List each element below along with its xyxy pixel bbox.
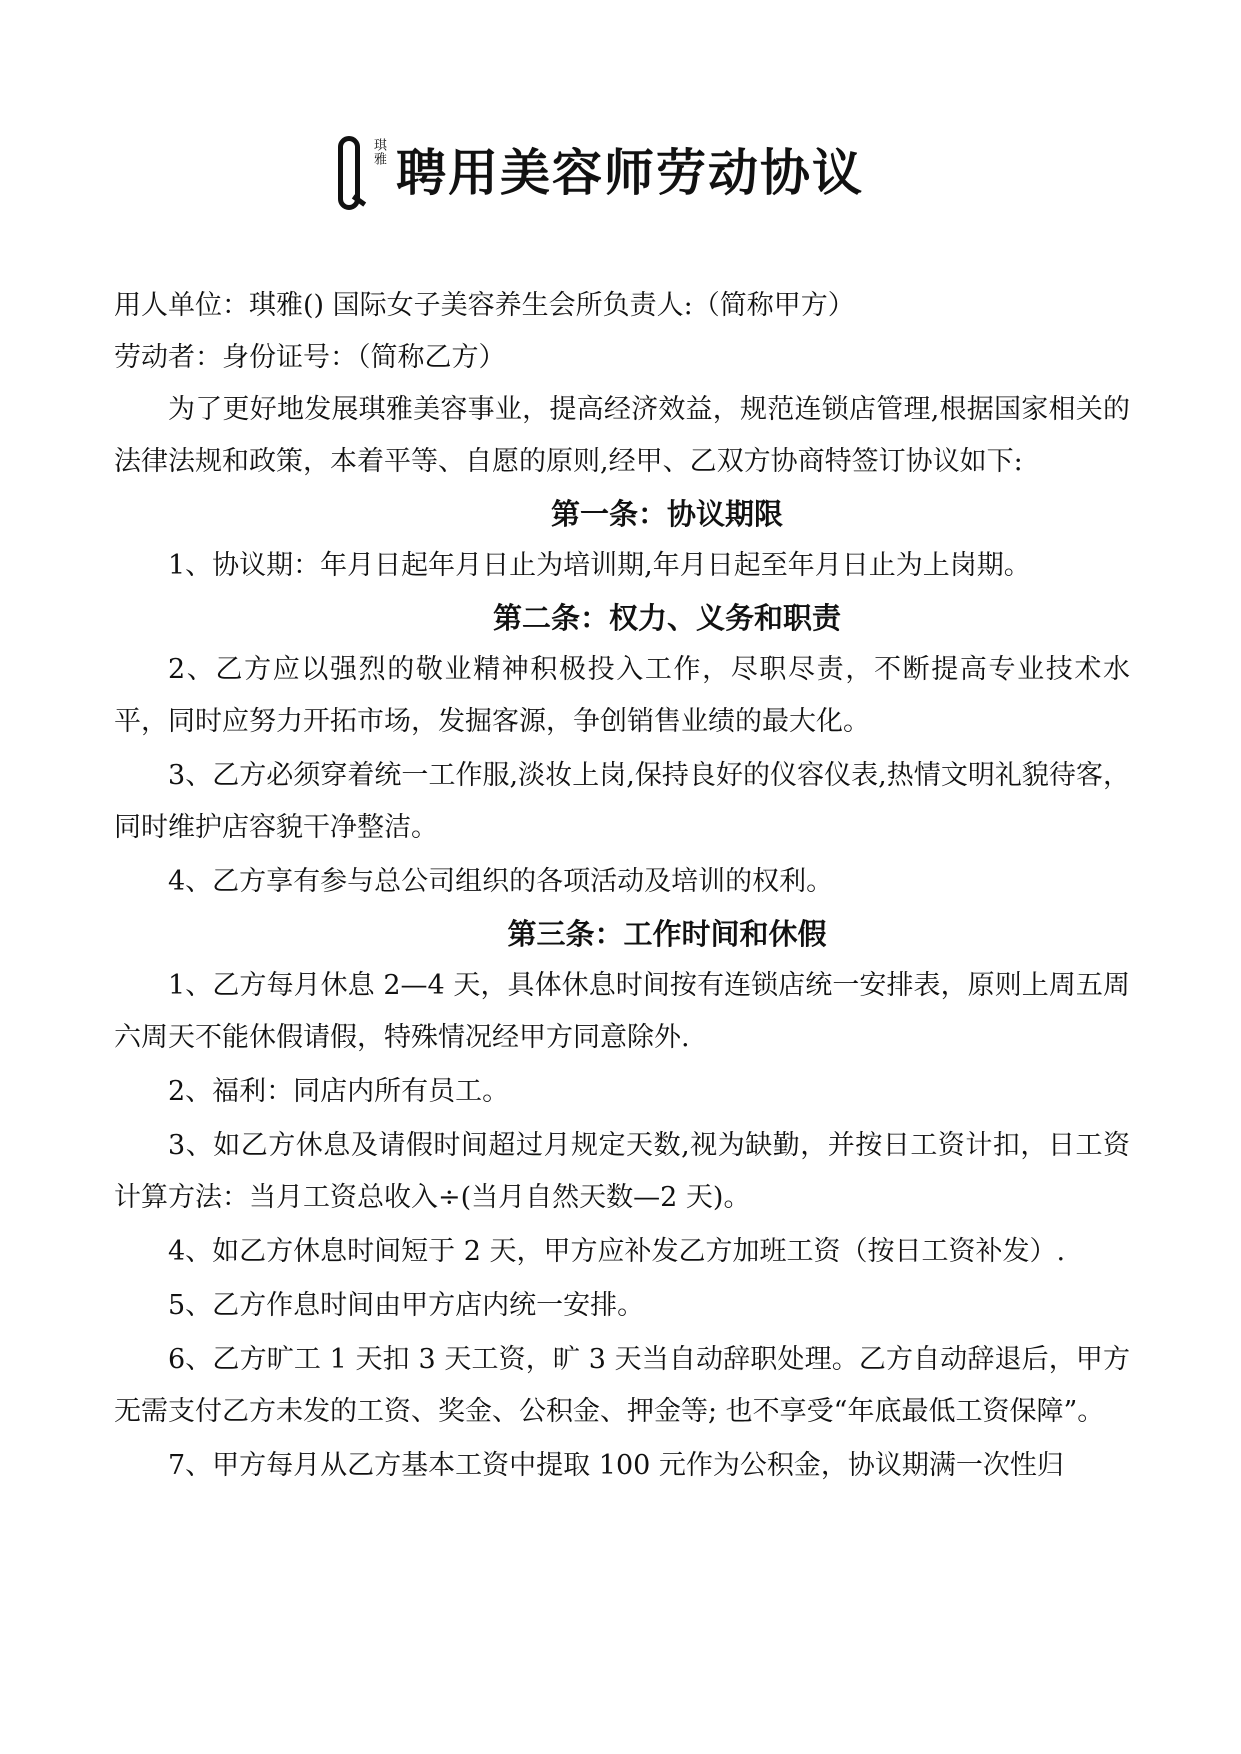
section-3-paragraph: 7、甲方每月从乙方基本工资中提取 100 元作为公积金，协议期满一次性归 bbox=[168, 1450, 1064, 1481]
section-2-paragraph: 2、乙方应以强烈的敬业精神积极投入工作，尽职尽责，不断提高专业技术水平，同时应努力开拓市场，发掘客源，争创销售业绩的最大化。 bbox=[114, 654, 1130, 737]
section-3-paragraph: 6、乙方旷工 1 天扣 3 天工资，旷 3 天当自动辞职处理。乙方自动辞退后，甲方无需支付乙方未发的工资、奖金、公积金、押金等; 也不享受“年底最低工资保障”。 bbox=[114, 1344, 1130, 1427]
intro-paragraph: 为了更好地发展琪雅美容事业，提高经济效益，规范连锁店管理,根据国家相关的法律法规和政策，本着平等、自愿的原则,经甲、乙双方协商特签订协议如下: bbox=[114, 394, 1130, 477]
section-heading-2: 第二条：权力、义务和职责 bbox=[492, 601, 841, 635]
section-3-paragraph: 4、如乙方休息时间短于 2 天，甲方应补发乙方加班工资（按日工资补发）. bbox=[168, 1236, 1066, 1267]
section-3-paragraph: 5、乙方作息时间由甲方店内统一安排。 bbox=[168, 1290, 645, 1321]
logo-text: 琪雅 bbox=[371, 138, 386, 166]
section-heading-3: 第三条：工作时间和休假 bbox=[507, 917, 827, 951]
section-3-paragraph: 2、福利：同店内所有员工。 bbox=[168, 1076, 510, 1107]
section-heading-1: 第一条：协议期限 bbox=[550, 497, 783, 531]
section-3-paragraph: 1、乙方每月休息 2—4 天，具体休息时间按有连锁店统一安排表，原则上周五周六周天不能休假请假，特殊情况经甲方同意除外. bbox=[114, 970, 1130, 1053]
employer-line: 用人单位：琪雅() 国际女子美容养生会所负责人:（简称甲方） bbox=[114, 290, 855, 321]
brand-logo bbox=[338, 136, 392, 218]
section-2-paragraph: 3、乙方必须穿着统一工作服,淡妆上岗,保持良好的仪容仪表,热情文明礼貌待客，同时维护店容貌干净整洁。 bbox=[114, 760, 1130, 843]
title-row bbox=[0, 118, 1241, 218]
section-2-paragraph: 4、乙方享有参与总公司组织的各项活动及培训的权利。 bbox=[168, 866, 834, 897]
employee-line: 劳动者：身份证号：（简称乙方） bbox=[114, 342, 506, 373]
document-title: 聘用美容师劳动协议 bbox=[396, 144, 864, 202]
document-body bbox=[114, 280, 1130, 1492]
section-1-paragraph: 1、协议期：年月日起年月日止为培训期,年月日起至年月日止为上岗期。 bbox=[168, 550, 1031, 581]
section-3-paragraph: 3、如乙方休息及请假时间超过月规定天数,视为缺勤，并按日工资计扣，日工资计算方法：当月工资总收入÷(当月自然天数—2 天)。 bbox=[114, 1130, 1130, 1213]
